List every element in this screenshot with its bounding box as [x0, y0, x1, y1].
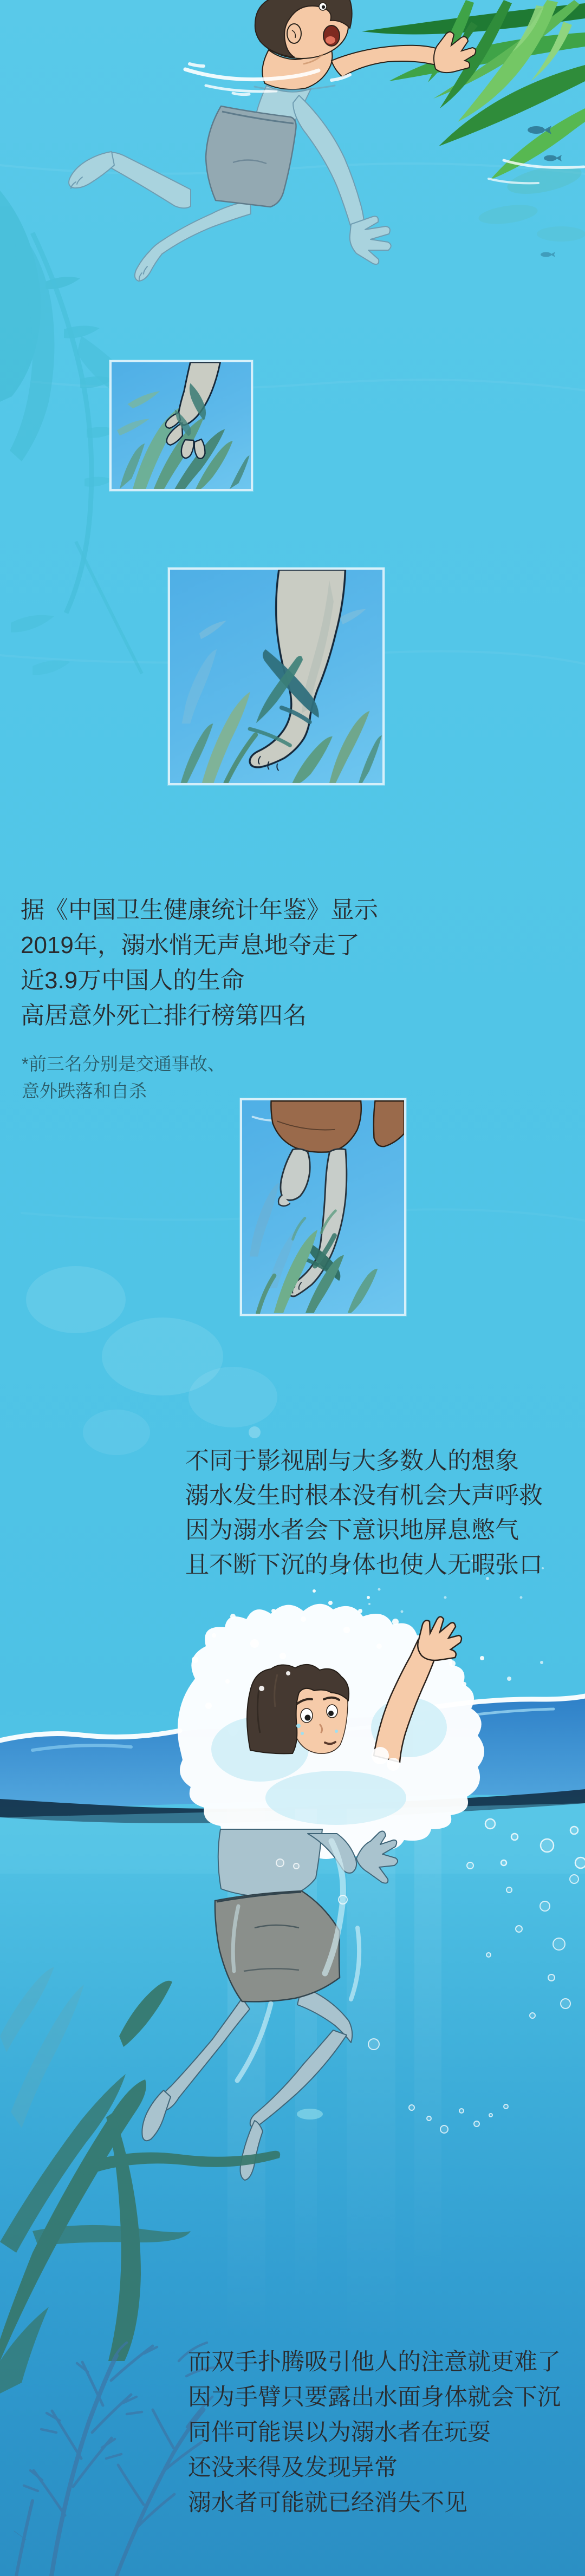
legs-tangled-in-seaweed-panel [240, 1098, 406, 1316]
stat-line: 近3.9万中国人的生命 [21, 967, 245, 994]
swimmer-toes [71, 177, 147, 280]
swimmer-shorts [206, 106, 296, 207]
drowning-head [247, 1665, 349, 1754]
myth-line: 不同于影视剧与大多数人的想象 [185, 1447, 519, 1474]
misconception-text-block [185, 1444, 543, 1582]
legs-in-seaweed-art [242, 1100, 404, 1314]
stat-line: 据《中国卫生健康统计年鉴》显示 [21, 897, 378, 923]
footnote-line: *前三名分别是交通事故、 [22, 1054, 225, 1074]
reeds-grass [362, 0, 585, 180]
reed-reflection [477, 160, 585, 242]
foot-tangled-in-seaweed-panel [168, 568, 385, 785]
hand-tangled-in-seaweed-panel [109, 360, 253, 491]
plant-silhouette [14, 2343, 214, 2576]
warn-line: 而双手扑腾吸引他人的注意就更难了 [188, 2349, 561, 2375]
statistics-footnote [22, 1051, 225, 1105]
warning-text-block [188, 2345, 561, 2521]
stat-line: 2019年，溺水悄无声息地夺走了 [21, 932, 360, 958]
hand-in-seaweed-art [112, 362, 251, 489]
myth-line: 因为溺水者会下意识地屏息憋气 [185, 1517, 519, 1543]
splash-mark [297, 2109, 323, 2120]
foot-in-seaweed-art [170, 570, 382, 783]
statistics-text-block [21, 892, 378, 1033]
myth-line: 溺水发生时根本没有机会大声呼救 [185, 1482, 543, 1509]
warn-line: 同伴可能误以为溺水者在玩耍 [188, 2420, 491, 2445]
warn-line: 还没来得及发现异常 [188, 2455, 398, 2481]
myth-line: 且不断下沉的身体也使人无暇张口 [185, 1551, 543, 1578]
footnote-line: 意外跌落和自杀 [22, 1081, 147, 1101]
sinking-body-illustration [142, 1809, 578, 2350]
warn-line: 溺水者可能就已经消失不见 [188, 2490, 467, 2516]
stat-line: 高居意外死亡排行榜第四名 [21, 1002, 307, 1029]
warn-line: 因为手臂只要露出水面身体就会下沉 [188, 2384, 561, 2410]
